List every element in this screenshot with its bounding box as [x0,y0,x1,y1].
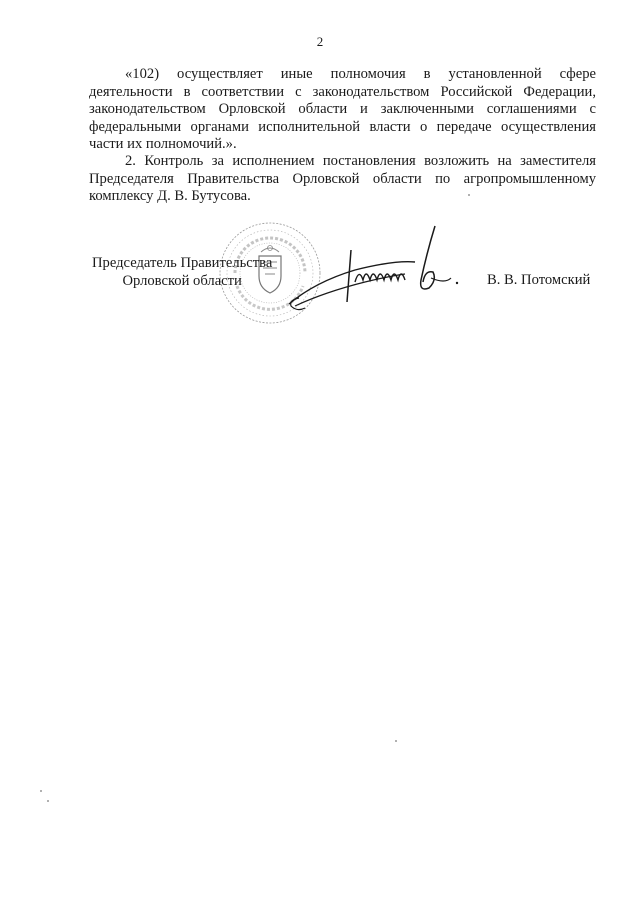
handwritten-signature-icon [285,222,460,317]
page-number: 2 [316,34,324,49]
signatory-title-line-1: Председатель Правительства [92,255,273,271]
signatory-title-line-2: Орловской области [122,272,242,289]
paragraph-control-clause: 2. Контроль за исполнением постановления возложить на заместителя Председателя Правительства Орловской области по агропромышленному комплексу Д. В. Бутусова. [89,153,596,205]
signatory-name: В. В. Потомский [487,272,591,288]
signatory-title [92,255,272,290]
paragraph-clause-102: «102) осуществляет иные полномочия в установленной сфере деятельности в соответствии с законодательством Российской Федерации, законодательством Орловской области и заключенными соглашениями с федеральными органами исполнительной власти о передаче осуществления части их полномочий.». [89,66,596,153]
scan-speck [40,790,42,792]
scan-speck [395,740,397,742]
scan-speck [468,194,470,196]
scan-speck [47,800,49,802]
